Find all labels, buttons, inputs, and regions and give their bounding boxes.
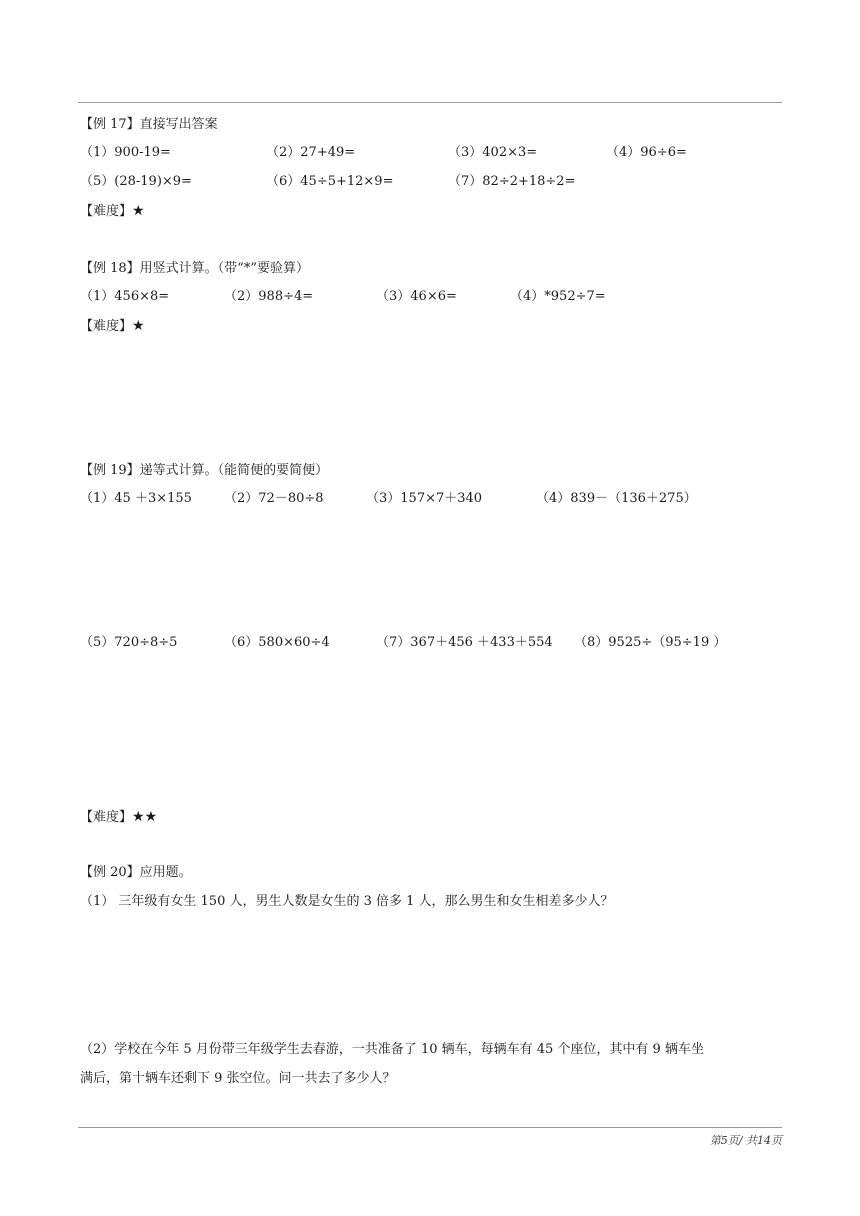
ex17-item-3: （3）402×3= bbox=[448, 145, 538, 160]
ex19-item-6: （6）580×60÷4 bbox=[224, 635, 330, 650]
ex18-item-4: （4）*952÷7= bbox=[510, 289, 606, 304]
ex17-item-4: （4）96÷6= bbox=[606, 145, 687, 160]
ex20-question-2-line-1: （2）学校在今年 5 月份带三年级学生去春游，一共准备了 10 辆车，每辆车有 45 个座位，其中有 9 辆车坐 bbox=[80, 1042, 704, 1057]
ex18-difficulty bbox=[80, 317, 145, 336]
ex19-item-1: （1）45 ＋3×155 bbox=[80, 491, 192, 506]
difficulty-label: 【难度】 bbox=[80, 319, 133, 334]
ex17-item-2: （2）27+49= bbox=[266, 145, 356, 160]
ex17-item-7: （7）82÷2+18÷2= bbox=[448, 174, 576, 189]
difficulty-label: 【难度】 bbox=[80, 204, 133, 219]
ex17-title: 【例 17】直接写出答案 bbox=[80, 117, 218, 132]
ex17-item-1: （1）900-19= bbox=[80, 145, 171, 160]
ex18-title: 【例 18】用竖式计算。（带“*”要验算） bbox=[80, 261, 309, 276]
star-icon: ★★ bbox=[132, 809, 158, 825]
ex18-item-3: （3）46×6= bbox=[376, 289, 457, 304]
ex19-title: 【例 19】递等式计算。（能简便的要简便） bbox=[80, 463, 329, 478]
footer-rule bbox=[78, 1127, 782, 1128]
ex19-item-5: （5）720÷8÷5 bbox=[80, 635, 178, 650]
ex17-difficulty bbox=[80, 202, 145, 221]
difficulty-label: 【难度】 bbox=[80, 810, 133, 825]
ex19-item-8: （8）9525÷（95÷19 ） bbox=[574, 635, 727, 650]
ex17-item-5: （5）(28-19)×9= bbox=[80, 174, 192, 189]
ex19-item-3: （3）157×7＋340 bbox=[366, 491, 483, 506]
ex20-question-1: （1） 三年级有女生 150 人，男生人数是女生的 3 倍多 1 人，那么男生和女生相差多少人？ bbox=[80, 894, 614, 909]
star-icon: ★ bbox=[132, 203, 145, 219]
ex20-title: 【例 20】应用题。 bbox=[80, 865, 192, 880]
ex19-difficulty bbox=[80, 808, 157, 827]
ex19-item-2: （2）72－80÷8 bbox=[224, 491, 324, 506]
ex17-item-6: （6）45÷5+12×9= bbox=[266, 174, 394, 189]
ex19-item-4: （4）839－（136＋275） bbox=[536, 491, 697, 506]
ex18-item-1: （1）456×8= bbox=[80, 289, 170, 304]
ex19-item-7: （7）367＋456 ＋433＋554 bbox=[376, 635, 553, 650]
ex18-item-2: （2）988÷4= bbox=[224, 289, 314, 304]
header-rule bbox=[78, 102, 782, 103]
ex20-question-2-line-2: 满后，第十辆车还剩下 9 张空位。问一共去了多少人？ bbox=[80, 1071, 396, 1086]
star-icon: ★ bbox=[132, 318, 145, 334]
page-number: 第5页/ 共14页 bbox=[709, 1134, 782, 1147]
